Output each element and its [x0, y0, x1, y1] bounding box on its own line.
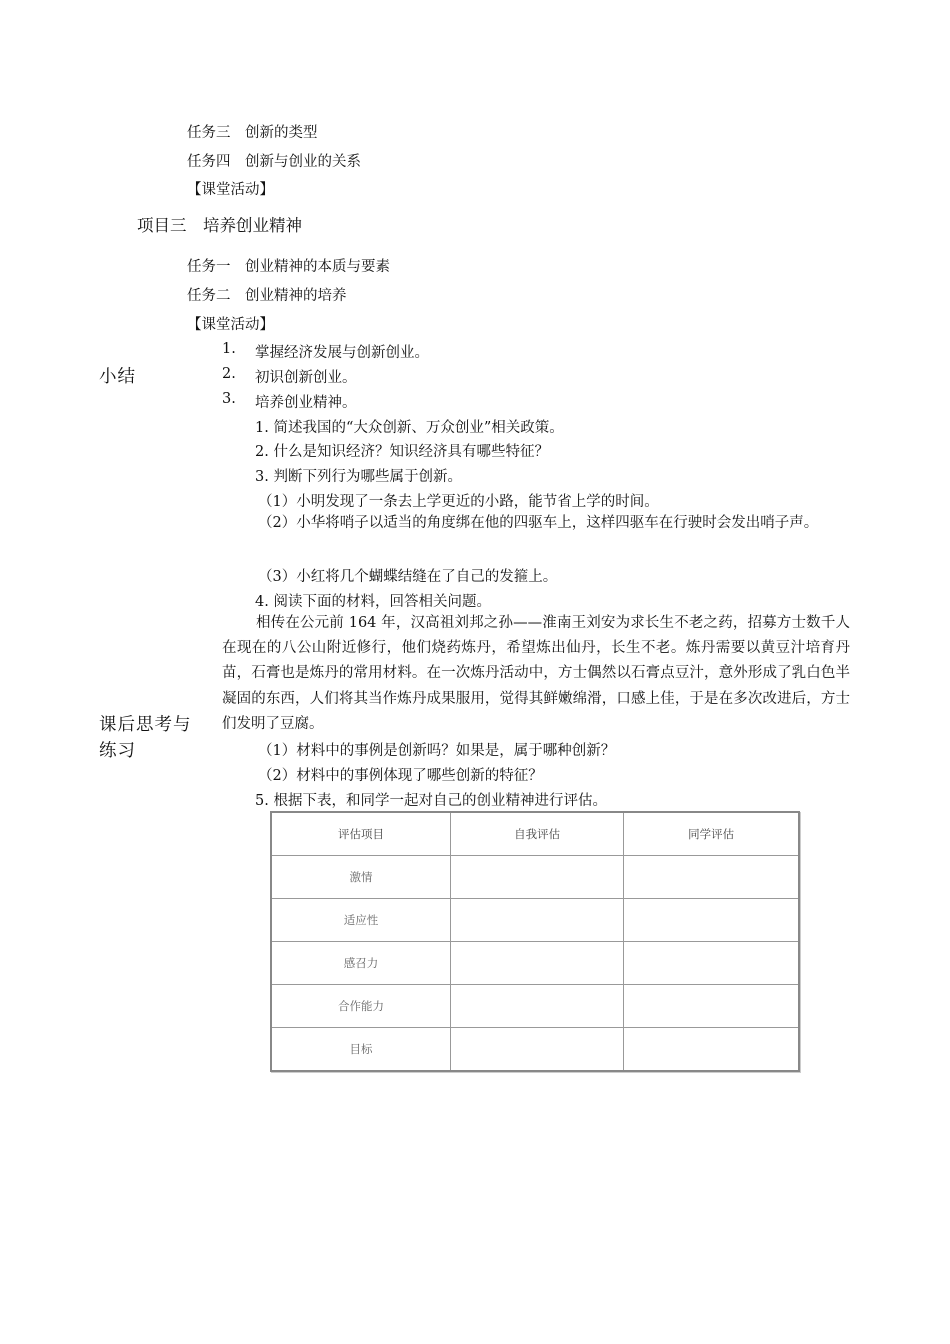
- question-2: 2. 什么是知识经济？知识经济具有哪些特征？: [255, 444, 549, 460]
- toc-task3: 任务三 创新的类型: [187, 125, 318, 141]
- evaluation-table: [270, 811, 800, 1072]
- table-cell-self[interactable]: [451, 942, 624, 985]
- question-3: 3. 判断下列行为哪些属于创新。: [255, 469, 462, 485]
- table-cell-item: 合作能力: [271, 985, 451, 1028]
- table-cell-self[interactable]: [451, 899, 624, 942]
- summary-item-text: 初识创新创业。: [255, 370, 357, 386]
- table-cell-peer[interactable]: [624, 942, 799, 985]
- table-cell-item: 目标: [271, 1028, 451, 1072]
- table-cell-self[interactable]: [451, 1028, 624, 1072]
- table-header-row: [271, 812, 799, 856]
- toc-task4: 任务四 创新与创业的关系: [187, 154, 361, 170]
- question-3-option-1: （1）小明发现了一条去上学更近的小路，能节省上学的时间。: [258, 494, 659, 510]
- question-3-option-2: （2）小华将哨子以适当的角度绑在他的四驱车上，这样四驱车在行驶时会发出哨子声。: [258, 515, 819, 531]
- table-cell-item: 适应性: [271, 899, 451, 942]
- table-header-self: 自我评估: [451, 812, 624, 856]
- question-4-sub-1: （1）材料中的事例是创新吗？如果是，属于哪种创新？: [258, 743, 616, 759]
- toc-activity-1: 【课堂活动】: [187, 182, 274, 198]
- question-5: 5. 根据下表，和同学一起对自己的创业精神进行评估。: [255, 793, 607, 809]
- table-row: [271, 899, 799, 942]
- summary-item-text: 掌握经济发展与创新创业。: [255, 345, 429, 361]
- table-cell-peer[interactable]: [624, 899, 799, 942]
- table-row: [271, 942, 799, 985]
- question-1: 1. 简述我国的“大众创新、万众创业”相关政策。: [255, 420, 564, 436]
- table-row: [271, 985, 799, 1028]
- summary-label: 小结: [99, 367, 136, 387]
- table-cell-peer[interactable]: [624, 1028, 799, 1072]
- table-cell-self[interactable]: [451, 856, 624, 899]
- table-header-item: 评估项目: [271, 812, 451, 856]
- summary-item-num: 3.: [222, 391, 236, 407]
- toc-task2: 任务二 创业精神的培养: [187, 288, 347, 304]
- table-cell-item: 感召力: [271, 942, 451, 985]
- exercises-label-line1: 课后思考与: [99, 715, 192, 735]
- table-cell-peer[interactable]: [624, 985, 799, 1028]
- question-4-material: 相传在公元前 164 年，汉高祖刘邦之孙——淮南王刘安为求长生不老之药，招募方士数千人在现在的八公山附近修行，他们烧药炼丹，希望炼出仙丹，长生不老。炼丹需要以黄豆汁培育丹苗，石膏也是炼丹的常用材料。在一次炼丹活动中，方士偶然以石膏点豆汁，意外形成了乳白色半凝固的东西，人们将其当作炼丹成果服用，觉得其鲜嫩绵滑，口感上佳，于是在多次改进后，方士们发明了豆腐。: [222, 615, 850, 732]
- question-4-sub-2: （2）材料中的事例体现了哪些创新的特征？: [258, 768, 543, 784]
- table-header-peer: 同学评估: [624, 812, 799, 856]
- toc-activity-2: 【课堂活动】: [187, 317, 274, 333]
- question-3-option-3: （3）小红将几个蝴蝶结缝在了自己的发箍上。: [258, 569, 558, 585]
- exercises-label-line2: 练习: [99, 741, 136, 761]
- table-row: [271, 856, 799, 899]
- summary-item-num: 2.: [222, 366, 236, 382]
- summary-item-text: 培养创业精神。: [255, 395, 357, 411]
- table-cell-peer[interactable]: [624, 856, 799, 899]
- table-cell-item: 激情: [271, 856, 451, 899]
- toc-task1: 任务一 创业精神的本质与要素: [187, 259, 390, 275]
- question-4: 4. 阅读下面的材料，回答相关问题。: [255, 594, 491, 610]
- table-row: [271, 1028, 799, 1072]
- summary-item-num: 1.: [222, 341, 236, 357]
- table-cell-self[interactable]: [451, 985, 624, 1028]
- toc-project3: 项目三 培养创业精神: [137, 216, 302, 235]
